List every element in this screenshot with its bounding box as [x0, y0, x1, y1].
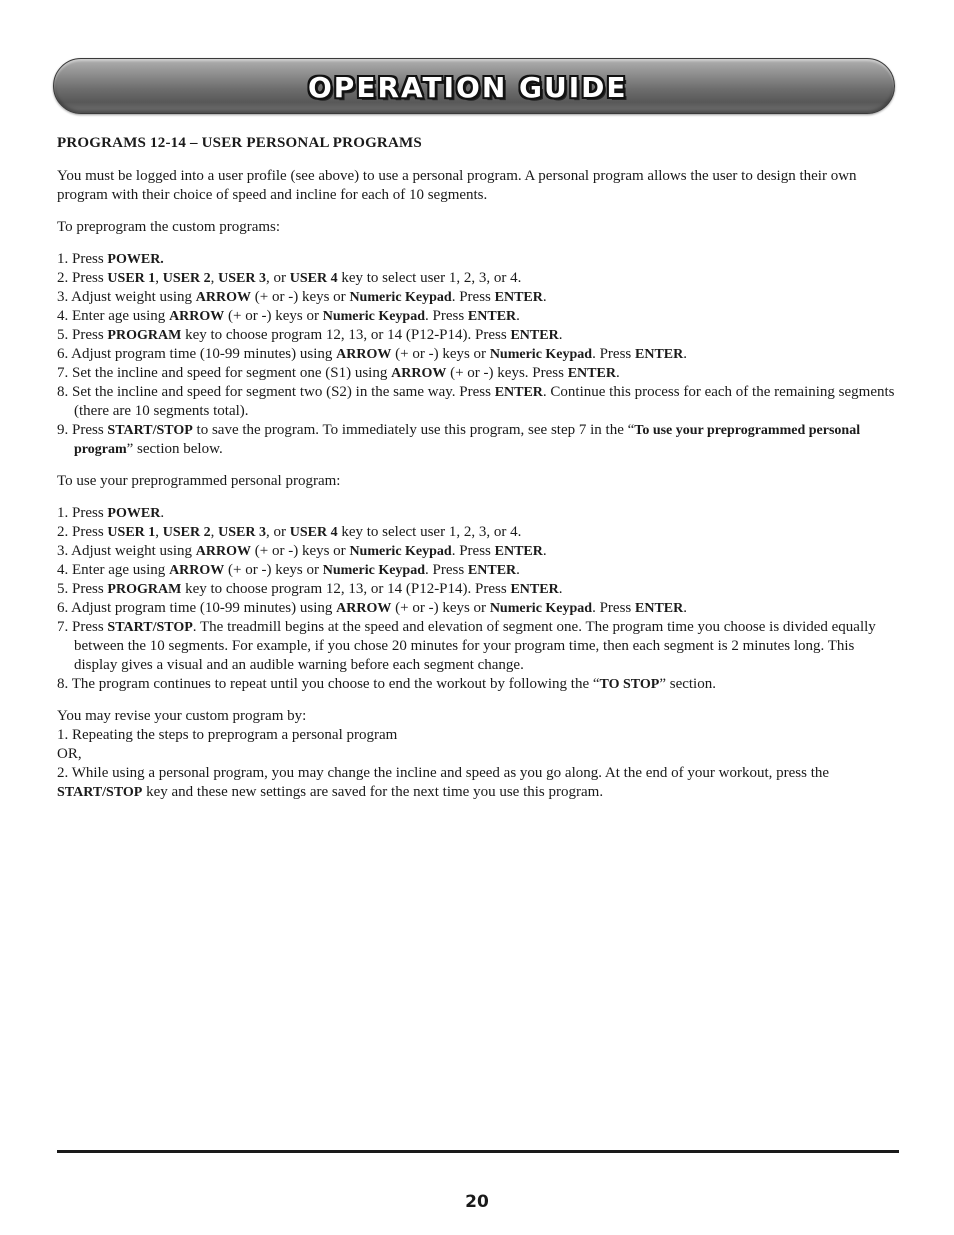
- step-text: 1. Press: [57, 505, 108, 521]
- step-text: key to select user 1, 2, 3, or 4.: [337, 270, 522, 286]
- step-text: 7. Set the incline and speed for segment one (S1) using: [57, 365, 392, 381]
- key-name: ARROW: [195, 544, 251, 559]
- key-name: POWER: [107, 506, 161, 521]
- step-text: . The treadmill begins at the speed and elevation of segment one. The program time you choose is divided equally between the 10 segments. For example, if you chose 20 minutes for your program time, then each segment is 2 minutes long. This display gives a visual and an audible warning before each segment change.: [74, 619, 876, 673]
- step-text: . Press: [425, 308, 468, 324]
- intro-paragraph: You must be logged into a user profile (see above) to use a personal program. A personal program allows the user to design their own program with their choice of speed and incline for each of 10 segments.: [57, 168, 857, 203]
- key-name: Numeric Keypad: [489, 347, 593, 362]
- step-text: .: [160, 505, 165, 521]
- step-text: 8. Set the incline and speed for segment two (S2) in the same way. Press: [57, 384, 495, 400]
- key-name: ENTER: [494, 290, 543, 305]
- step-text: . Press: [451, 289, 495, 305]
- step-item: [57, 288, 899, 307]
- step-text: (+ or -) keys or: [391, 346, 490, 362]
- preprogram-label: To preprogram the custom programs:: [57, 219, 281, 235]
- step-text: . Press: [425, 562, 468, 578]
- step-item: [57, 523, 899, 542]
- key-name: ENTER: [635, 347, 684, 362]
- step-item: [57, 421, 899, 459]
- key-name: POWER.: [107, 252, 164, 267]
- key-name: ENTER: [494, 544, 543, 559]
- use-label: To use your preprogrammed personal program:: [57, 473, 341, 489]
- step-item: [57, 345, 899, 364]
- key-name: PROGRAM: [107, 328, 182, 343]
- key-name: USER 1: [107, 271, 156, 286]
- section-heading: PROGRAMS 12-14 – USER PERSONAL PROGRAMS: [57, 135, 422, 151]
- step-text: 3. Adjust weight using: [57, 289, 196, 305]
- step-text: .: [683, 600, 687, 616]
- step-text: 4. Enter age using: [57, 562, 170, 578]
- step-item: [57, 580, 899, 599]
- step-item: [57, 383, 899, 421]
- step-text: key to choose program 12, 13, or 14 (P12-P14). Press: [181, 327, 511, 343]
- step-text: 2. Press: [57, 270, 108, 286]
- key-name: ENTER: [510, 582, 559, 597]
- key-name: START/STOP: [57, 785, 143, 800]
- key-name: ENTER: [635, 601, 684, 616]
- step-text: .: [516, 308, 520, 324]
- page-number: 20: [465, 1192, 489, 1212]
- key-name: ARROW: [336, 601, 392, 616]
- step-text: 3. Adjust weight using: [57, 543, 196, 559]
- key-name: Numeric Keypad: [349, 544, 452, 559]
- step-item: [57, 618, 899, 675]
- step-text: key to select user 1, 2, 3, or 4.: [337, 524, 522, 540]
- revise-option-2: [57, 764, 899, 802]
- key-name: USER 2: [162, 271, 211, 286]
- step-text: 5. Press: [57, 581, 108, 597]
- step-text: (+ or -) keys or: [224, 562, 323, 578]
- key-name: ENTER: [467, 309, 517, 324]
- step-text: .: [516, 562, 520, 578]
- step-text: . Press: [451, 543, 495, 559]
- preprogram-steps-list: [57, 250, 899, 459]
- key-name: Numeric Keypad: [349, 290, 452, 305]
- key-name: To use your preprogrammed personal program: [74, 423, 861, 457]
- step-item: [57, 307, 899, 326]
- step-item: [57, 326, 899, 345]
- page-title: OPERATION GUIDE: [308, 71, 628, 104]
- key-name: Numeric Keypad: [489, 601, 593, 616]
- header-banner: [53, 58, 895, 114]
- step-text: , or: [266, 524, 290, 540]
- key-name: ARROW: [169, 309, 225, 324]
- key-name: START/STOP: [107, 620, 193, 635]
- step-text: .: [542, 289, 547, 305]
- step-text: 5. Press: [57, 327, 108, 343]
- step-text: ,: [210, 270, 219, 286]
- step-text: .: [558, 581, 563, 597]
- step-text: . Continue this process for each of the remaining segments (there are 10 segments total).: [74, 384, 895, 419]
- revise-or: OR,: [57, 746, 82, 762]
- key-name: ENTER: [467, 563, 517, 578]
- key-name: USER 2: [162, 525, 211, 540]
- step-text: 7. Press: [57, 619, 108, 635]
- step-text: 9. Press: [57, 422, 108, 438]
- step-text: ” section below.: [126, 441, 223, 457]
- key-name: ARROW: [169, 563, 225, 578]
- step-item: [57, 504, 899, 523]
- step-text: 6. Adjust program time (10-99 minutes) using: [57, 346, 337, 362]
- key-name: ENTER: [510, 328, 559, 343]
- step-text: 8. The program continues to repeat until you choose to end the workout by following the “: [57, 676, 600, 692]
- key-name: USER 3: [218, 525, 266, 540]
- key-name: PROGRAM: [107, 582, 182, 597]
- revise-option-1: 1. Repeating the steps to preprogram a personal program: [57, 727, 398, 743]
- step-text: (+ or -) keys or: [251, 543, 350, 559]
- step-text: (+ or -) keys or: [391, 600, 490, 616]
- key-name: USER 3: [218, 271, 266, 286]
- revise-label: You may revise your custom program by:: [57, 708, 307, 724]
- footer-divider: [57, 1150, 899, 1153]
- key-name: START/STOP: [107, 423, 193, 438]
- step-item: [57, 364, 899, 383]
- step-text: 6. Adjust program time (10-99 minutes) using: [57, 600, 337, 616]
- step-text: .: [558, 327, 563, 343]
- key-name: TO STOP: [599, 677, 660, 692]
- key-name: ARROW: [391, 366, 447, 381]
- step-text: key to choose program 12, 13, or 14 (P12-P14). Press: [181, 581, 511, 597]
- revise-option-2-text-b: key and these new settings are saved for the next time you use this program.: [142, 784, 604, 800]
- key-name: USER 4: [289, 525, 338, 540]
- step-text: 1. Press: [57, 251, 108, 267]
- step-text: .: [542, 543, 547, 559]
- step-text: . Press: [592, 346, 635, 362]
- step-text: , or: [266, 270, 290, 286]
- step-text: (+ or -) keys or: [224, 308, 323, 324]
- step-text: . Press: [592, 600, 635, 616]
- step-text: ,: [155, 270, 163, 286]
- use-steps-list: [57, 504, 899, 694]
- main-content: [57, 134, 899, 802]
- step-item: [57, 542, 899, 561]
- step-item: [57, 269, 899, 288]
- key-name: Numeric Keypad: [322, 563, 425, 578]
- step-text: .: [683, 346, 687, 362]
- step-text: .: [615, 365, 620, 381]
- key-name: USER 4: [289, 271, 338, 286]
- key-name: USER 1: [107, 525, 156, 540]
- key-name: ENTER: [494, 385, 543, 400]
- step-text: ,: [210, 524, 219, 540]
- step-text: ” section.: [659, 676, 716, 692]
- key-name: ARROW: [195, 290, 251, 305]
- step-text: (+ or -) keys or: [251, 289, 350, 305]
- step-text: to save the program. To immediately use this program, see step 7 in the “: [192, 422, 635, 438]
- step-text: 2. Press: [57, 524, 108, 540]
- step-text: ,: [155, 524, 163, 540]
- key-name: ARROW: [336, 347, 392, 362]
- revise-option-2-text-a: 2. While using a personal program, you may change the incline and speed as you go along. At the end of your workout, press the: [57, 765, 830, 781]
- step-text: (+ or -) keys. Press: [446, 365, 568, 381]
- key-name: Numeric Keypad: [322, 309, 425, 324]
- step-item: [57, 561, 899, 580]
- key-name: ENTER: [567, 366, 616, 381]
- step-item: [57, 250, 899, 269]
- step-item: [57, 599, 899, 618]
- step-text: 4. Enter age using: [57, 308, 170, 324]
- step-item: [57, 675, 899, 694]
